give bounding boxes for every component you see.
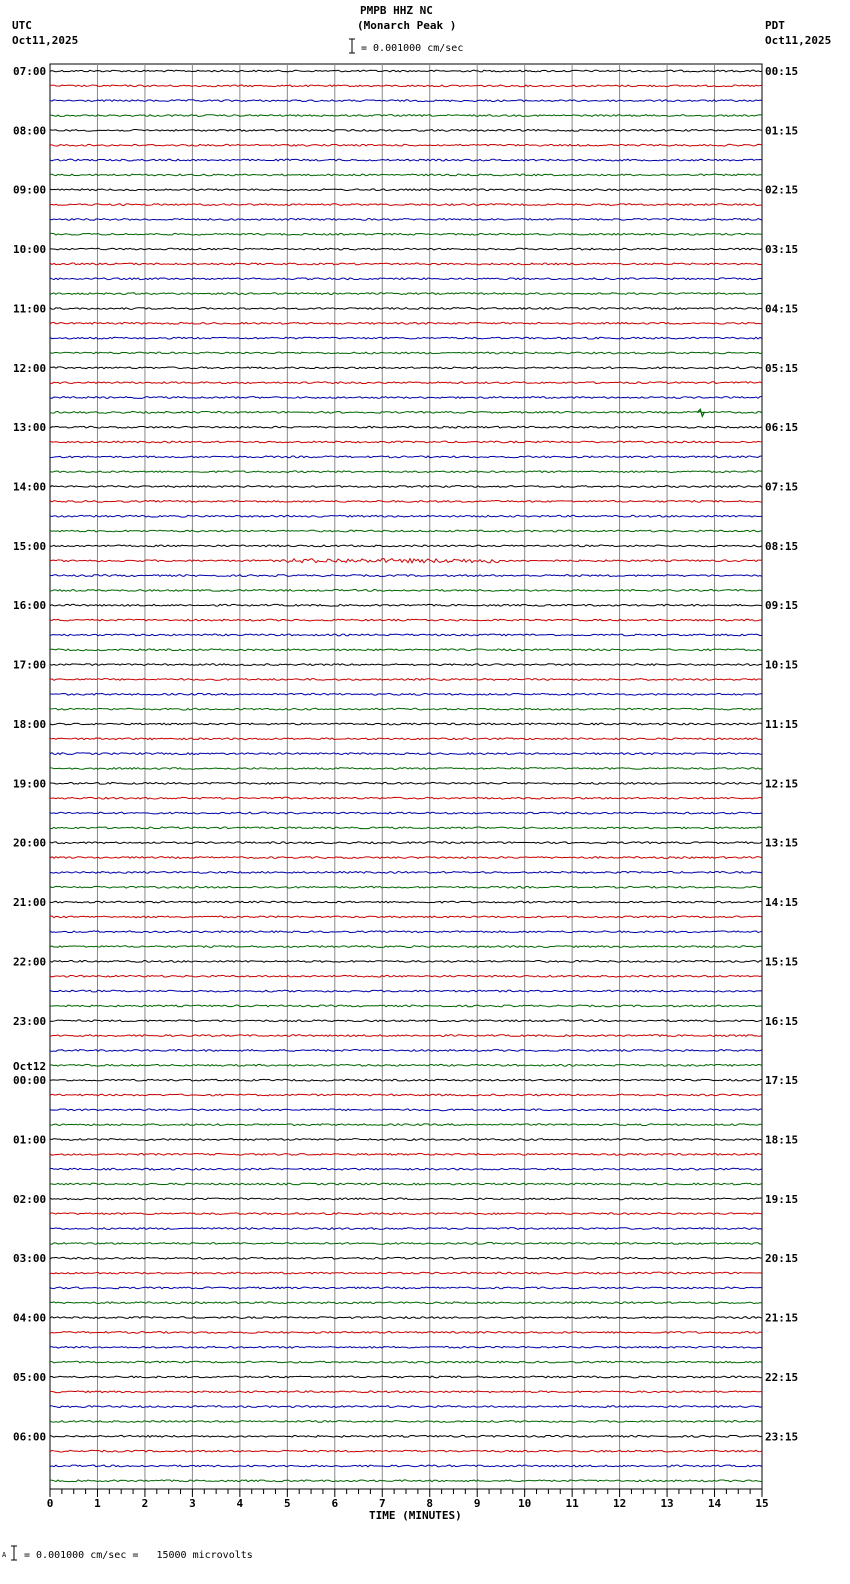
trace-line [50,278,762,280]
trace-line [50,1391,762,1393]
trace-line [50,293,762,295]
trace-line [50,115,762,117]
pdt-hour-label: 11:15 [765,717,799,731]
trace-line [50,1050,762,1052]
x-tick-label: 10 [518,1497,532,1510]
pdt-hour-label: 20:15 [765,1252,799,1266]
x-tick-label: 13 [660,1497,674,1510]
trace-line [50,723,762,725]
right-date: Oct11,2025 [765,34,832,47]
pdt-hour-label: 08:15 [765,539,799,553]
x-tick-label: 12 [612,1497,627,1510]
utc-hour-label: 10:00 [13,243,47,257]
utc-hour-label: 13:00 [13,421,47,435]
trace-line [50,1435,762,1437]
trace-line [50,1079,762,1081]
utc-hour-label: 16:00 [13,599,47,613]
trace-line [50,486,762,488]
trace-line [50,382,762,384]
utc-hour-label: 23:00 [13,1014,47,1028]
trace-line [50,916,762,918]
trace-line [50,204,762,206]
trace-line [50,1153,762,1155]
pdt-hour-label: 16:15 [765,1014,799,1028]
utc-hour-label: 15:00 [13,539,47,553]
trace-line [50,219,762,221]
pdt-hour-label: 10:15 [765,658,799,672]
trace-line [50,1272,762,1274]
trace-line [50,263,762,265]
trace-line [50,1064,762,1066]
trace-line [50,1168,762,1170]
x-axis-title: TIME (MINUTES) [369,1509,462,1522]
trace-line [50,85,762,87]
trace-line [50,1332,762,1334]
trace-line [50,1302,762,1304]
pdt-hour-label: 19:15 [765,1192,799,1206]
trace-line [50,797,762,799]
pdt-hour-label: 22:15 [765,1370,799,1384]
trace-line [50,1346,762,1348]
utc-hour-label: 22:00 [13,955,47,969]
trace-line [50,753,762,755]
trace-line [50,1287,762,1289]
trace-line [50,857,762,859]
trace-line [50,308,762,310]
trace-line [50,1139,762,1141]
trace-line [50,515,762,517]
trace-line [50,174,762,176]
left-date: Oct11,2025 [12,34,79,47]
trace-line [50,1228,762,1230]
pdt-hour-label: 06:15 [765,421,799,435]
utc-hour-label: 06:00 [13,1430,47,1444]
trace-line [50,1465,762,1467]
trace-line [50,961,762,963]
trace-line [50,619,762,621]
trace-line [50,1480,762,1482]
trace-line [50,530,762,532]
x-tick-label: 15 [755,1497,769,1510]
trace-line [50,559,762,563]
x-tick-label: 6 [331,1497,339,1510]
trace-line [50,901,762,903]
trace-line [50,1109,762,1111]
left-timezone: UTC [12,19,32,32]
utc-hour-label: 08:00 [13,124,47,138]
trace-line [50,708,762,710]
trace-line [50,1213,762,1215]
pdt-hour-label: 17:15 [765,1074,799,1088]
x-tick-label: 4 [236,1497,244,1510]
trace-line [50,931,762,933]
trace-line [50,871,762,873]
trace-line [50,159,762,161]
trace-line [50,886,762,888]
utc-hour-label: 02:00 [13,1192,47,1206]
trace-line [50,1020,762,1022]
trace-line [50,634,762,636]
trace-line [50,545,762,547]
pdt-hour-label: 21:15 [765,1311,799,1325]
x-axis [47,1489,769,1510]
trace-line [50,352,762,354]
trace-line [50,248,762,250]
pdt-hour-label: 14:15 [765,896,799,910]
trace-line [50,189,762,191]
trace-line [50,397,762,399]
trace-line [50,1421,762,1423]
utc-hour-label: 00:00 [13,1074,47,1088]
footer-scale-note: = 0.001000 cm/sec = 15000 microvolts [24,1550,253,1561]
trace-line [50,679,762,681]
trace-line [50,1257,762,1259]
x-tick-label: 9 [473,1497,481,1510]
trace-line [50,1183,762,1185]
scale-bar-icon [349,39,355,53]
trace-line [50,500,762,502]
trace-line [50,322,762,324]
trace-line [50,768,762,770]
x-tick-label: 3 [189,1497,196,1510]
pdt-hour-label: 00:15 [765,65,799,78]
trace-line [50,426,762,428]
trace-line [50,100,762,102]
pdt-hour-label: 12:15 [765,777,799,791]
trace-line [50,129,762,131]
utc-hour-label: 03:00 [13,1252,47,1266]
x-tick-label: 5 [284,1497,291,1510]
trace-line [50,604,762,606]
x-tick-label: 0 [46,1497,54,1510]
trace-line [50,990,762,992]
trace-line [50,1242,762,1244]
x-tick-label: 11 [565,1497,579,1510]
trace-line [50,842,762,844]
pdt-hour-label: 01:15 [765,124,799,138]
trace-line [50,664,762,666]
trace-line [50,1035,762,1037]
trace-line [50,411,762,413]
trace-line [50,827,762,829]
trace-line [50,441,762,443]
x-tick-label: 14 [707,1497,722,1510]
pdt-hour-label: 23:15 [765,1430,799,1444]
chart-title: PMPB HHZ NC [360,4,433,17]
trace-line [50,575,762,577]
pdt-hour-label: 09:15 [765,599,799,613]
utc-hour-label: 05:00 [13,1370,47,1384]
trace-line [50,782,762,784]
utc-hour-label: 17:00 [13,658,47,672]
utc-hour-label: 07:00 [13,65,47,78]
utc-hour-label: 01:00 [13,1133,47,1147]
trace-line [50,144,762,146]
trace-line [50,738,762,740]
utc-hour-label: 11:00 [13,302,47,316]
footer-mark: A [2,1551,7,1559]
pdt-hour-label: 07:15 [765,480,799,494]
pdt-hour-label: 05:15 [765,361,799,375]
trace-line [50,337,762,339]
x-tick-label: 7 [378,1497,386,1510]
trace-line [50,1094,762,1096]
x-tick-label: 8 [426,1497,434,1510]
pdt-hour-label: 13:15 [765,836,799,850]
scale-label: = 0.001000 cm/sec [361,43,464,54]
utc-hour-label: 19:00 [13,777,47,791]
pdt-hour-label: 15:15 [765,955,799,969]
right-timezone: PDT [765,19,785,32]
trace-line [50,70,762,72]
trace-line [50,590,762,592]
utc-hour-label: 14:00 [13,480,47,494]
utc-hour-label: 20:00 [13,836,47,850]
chart-subtitle: (Monarch Peak ) [357,19,457,32]
trace-line [50,367,762,369]
utc-hour-label: 09:00 [13,183,47,197]
utc-hour-label: 18:00 [13,717,47,731]
trace-line [50,1376,762,1378]
trace-line [50,812,762,814]
trace-line [50,1406,762,1408]
trace-line [50,1361,762,1363]
trace-line [50,471,762,473]
trace-line [50,975,762,977]
utc-hour-label: 12:00 [13,361,47,375]
trace-line [50,456,762,458]
x-tick-label: 1 [94,1497,101,1510]
trace-line [50,693,762,695]
trace-line [50,649,762,651]
trace-line [50,946,762,948]
trace-lines [50,70,762,1482]
trace-line [50,1450,762,1452]
utc-hour-label: 21:00 [13,896,47,910]
trace-line [50,1317,762,1319]
trace-line [50,1005,762,1007]
x-tick-label: 2 [141,1497,149,1510]
trace-line [50,233,762,235]
pdt-hour-label: 04:15 [765,302,799,316]
date-change-label: Oct12 [13,1060,47,1074]
utc-hour-label: 04:00 [13,1311,47,1325]
footer-scale-bar-icon [11,1546,17,1560]
pdt-hour-label: 18:15 [765,1133,799,1147]
pdt-hour-label: 02:15 [765,183,799,197]
trace-line [50,1198,762,1200]
pdt-hour-label: 03:15 [765,243,799,257]
trace-line [50,1124,762,1126]
